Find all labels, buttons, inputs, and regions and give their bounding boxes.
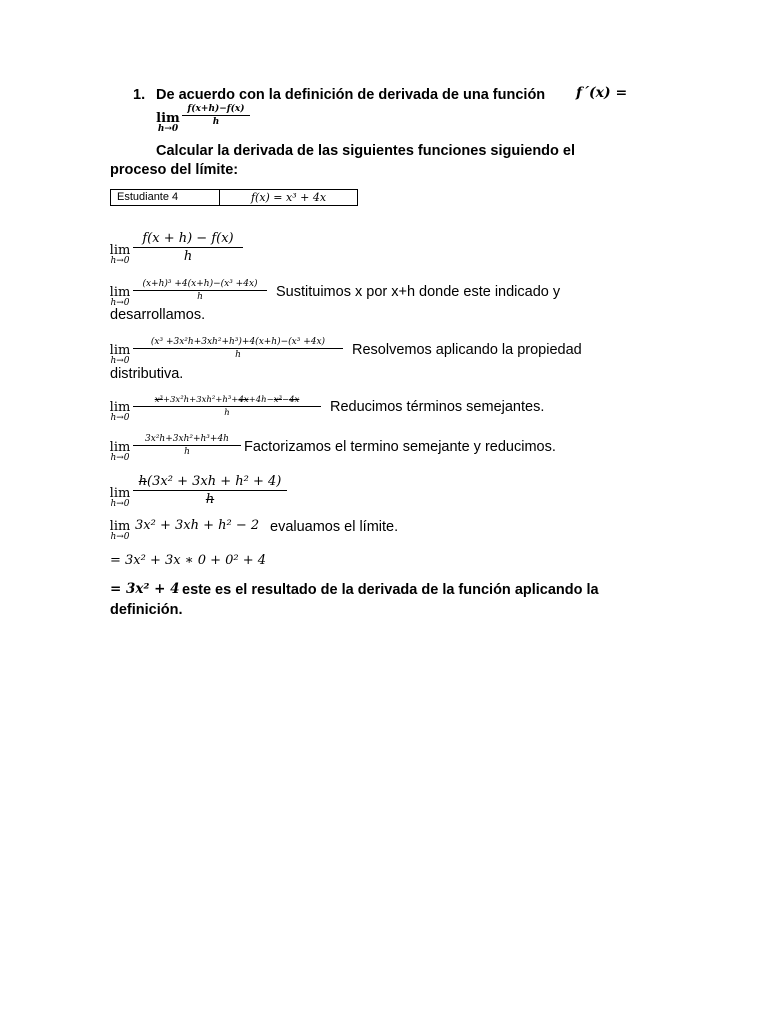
lim-sub: h→0: [110, 453, 130, 463]
step3-limit: [108, 344, 132, 366]
fraction-numerator: f(x+h)−f(x): [187, 104, 245, 114]
step5-comment: Factorizamos el termino semejante y reducimos.: [244, 439, 556, 455]
student-cell: Estudiante 4: [111, 190, 220, 205]
result-comment: este es el resultado de la derivada de la función aplicando la: [182, 582, 599, 598]
term: +4h−: [248, 395, 274, 405]
fraction-numerator: [133, 395, 321, 405]
step3-fraction: [133, 337, 343, 360]
cancelled-term: x³: [154, 395, 163, 405]
lim-word: lim: [109, 440, 131, 455]
lim-sub: h→0: [110, 499, 130, 509]
result-comment-cont: definición.: [110, 602, 183, 618]
fraction-numerator: f(x + h) − f(x): [142, 231, 234, 246]
function-cell: f(x) = x³ + 4x: [250, 191, 327, 204]
lim-word: lim: [109, 285, 131, 300]
step1-limit: [108, 244, 132, 266]
student-table: [110, 189, 358, 206]
step7-comment: evaluamos el límite.: [270, 519, 399, 535]
fraction-denominator: h: [183, 249, 193, 264]
lim-sub: h→0: [157, 124, 179, 134]
fraction-bar: [133, 348, 343, 349]
step2-comment: Sustituimos x por x+h donde este indicado y: [276, 284, 561, 300]
fraction-denominator: h: [235, 350, 241, 360]
fraction-denominator: h: [224, 408, 230, 418]
term: −: [281, 395, 290, 405]
lim-sub: h→0: [110, 298, 130, 308]
step6-limit: [108, 487, 132, 509]
result-expression: = 3x² + 4: [110, 581, 180, 597]
step5-limit: [108, 441, 132, 463]
step3-comment: Resolvemos aplicando la propiedad: [352, 342, 582, 358]
term: +3x²h+3xh²+h³+: [162, 395, 239, 405]
step4-limit: [108, 401, 132, 423]
lim-word: lim: [109, 519, 131, 534]
intro-fprime: f´(x) =: [576, 85, 628, 101]
fraction-bar: [133, 290, 267, 291]
fraction-bar: [133, 247, 243, 248]
cancelled-term: 4x: [238, 395, 249, 405]
step2-comment-cont: desarrollamos.: [110, 307, 206, 323]
cancelled-term: x³: [273, 395, 282, 405]
lim-sub: h→0: [110, 532, 130, 542]
step4-fraction: [133, 395, 321, 418]
fraction-bar: [133, 445, 241, 446]
step7-limit: [108, 520, 132, 542]
step3-comment-cont: distributiva.: [110, 366, 184, 382]
cancelled-term: h: [138, 474, 148, 489]
fraction-denominator: h: [184, 447, 190, 457]
step7-expression: 3x² + 3xh + h² − 2: [135, 518, 260, 533]
lim-word: lim: [109, 400, 131, 415]
step1-fraction: [133, 231, 243, 264]
intro-fraction: [182, 104, 250, 127]
lim-word: lim: [109, 343, 131, 358]
step6-fraction: [133, 474, 287, 507]
lim-sub: h→0: [110, 356, 130, 366]
fraction-denominator: h: [212, 117, 220, 127]
step5-fraction: [133, 434, 241, 457]
step2-limit: [108, 286, 132, 308]
fraction-bar: [133, 406, 321, 407]
fraction-numerator: (x+h)³ +4(x+h)−(x³ +4x): [142, 279, 258, 289]
step4-comment: Reducimos términos semejantes.: [330, 399, 545, 415]
term: (3x² + 3xh + h² + 4): [147, 474, 282, 489]
step8-expression: = 3x² + 3x ∗ 0 + 0² + 4: [110, 553, 267, 568]
instruction-line2: proceso del límite:: [110, 162, 239, 178]
instruction-line1: Calcular la derivada de las siguientes funciones siguiendo el: [156, 143, 576, 159]
fraction-denominator: h: [205, 492, 215, 507]
step2-fraction: [133, 279, 267, 302]
lim-sub: h→0: [110, 413, 130, 423]
fraction-numerator: 3x²h+3xh²+h³+4h: [145, 434, 229, 444]
lim-word: lim: [109, 486, 131, 501]
lim-word: lim: [156, 111, 180, 126]
intro-text: De acuerdo con la definición de derivada de una función: [156, 87, 546, 103]
item-number: 1.: [133, 87, 146, 103]
fraction-bar: [182, 115, 250, 116]
lim-sub: h→0: [110, 256, 130, 266]
intro-limit: [155, 112, 181, 134]
fraction-numerator: [133, 474, 287, 489]
fraction-denominator: h: [197, 292, 203, 302]
fraction-numerator: (x³ +3x²h+3xh²+h³)+4(x+h)−(x³ +4x): [150, 337, 326, 347]
cancelled-term: 4x: [289, 395, 300, 405]
fraction-bar: [133, 490, 287, 491]
lim-word: lim: [109, 243, 131, 258]
